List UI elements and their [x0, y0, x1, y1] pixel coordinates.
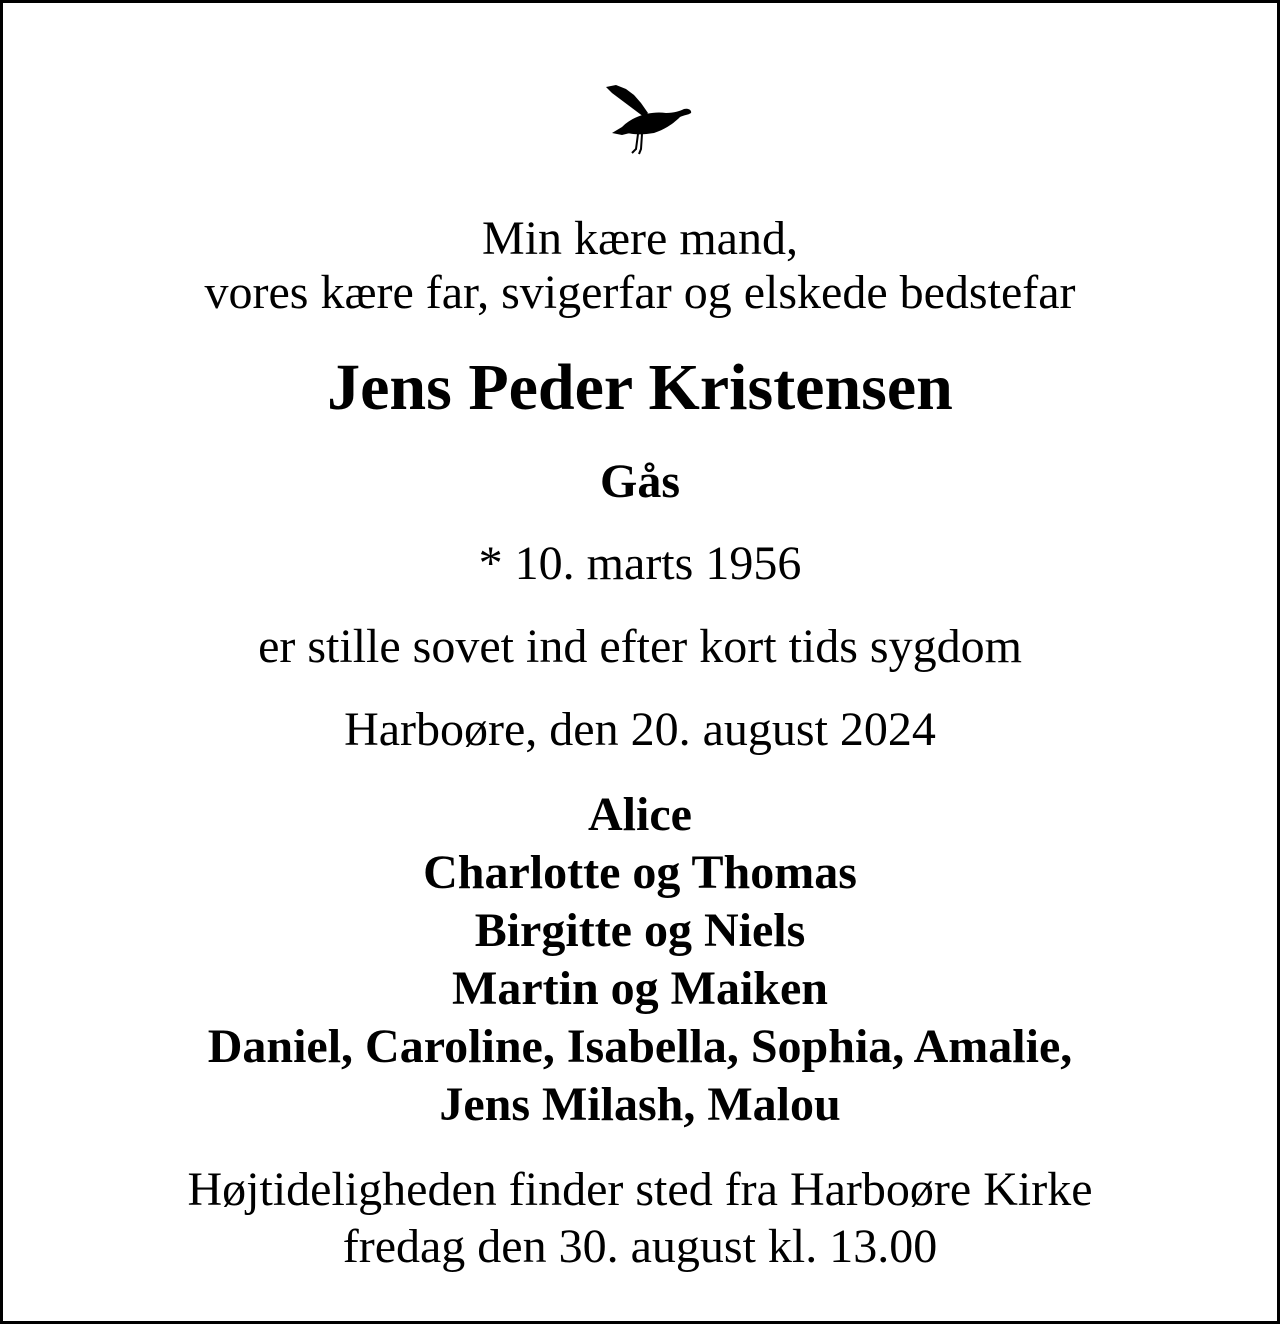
intro-line-1: Min kære mand,: [482, 212, 798, 265]
place-and-date: Harboøre, den 20. august 2024: [344, 703, 936, 756]
family-line-2: Charlotte og Thomas: [423, 846, 857, 899]
family-line-1: Alice: [588, 788, 692, 841]
family-line-5: Daniel, Caroline, Isabella, Sophia, Amalie,: [207, 1020, 1073, 1073]
ceremony-line-2: fredag den 30. august kl. 13.00: [342, 1220, 938, 1273]
deceased-name: Jens Peder Kristensen: [327, 351, 953, 424]
deceased-place: Gås: [599, 455, 680, 508]
birth-date: * 10. marts 1956: [478, 537, 802, 590]
intro-line-2: vores kære far, svigerfar og elskede bedstefar: [204, 266, 1076, 319]
family-line-4: Martin og Maiken: [452, 962, 828, 1015]
family-line-3: Birgitte og Niels: [474, 904, 806, 957]
family-line-6: Jens Milash, Malou: [439, 1078, 841, 1131]
flying-goose-icon: [604, 81, 694, 157]
death-message: er stille sovet ind efter kort tids sygdom: [258, 620, 1022, 673]
ceremony-line-1: Højtideligheden finder sted fra Harboøre Kirke: [187, 1163, 1093, 1216]
